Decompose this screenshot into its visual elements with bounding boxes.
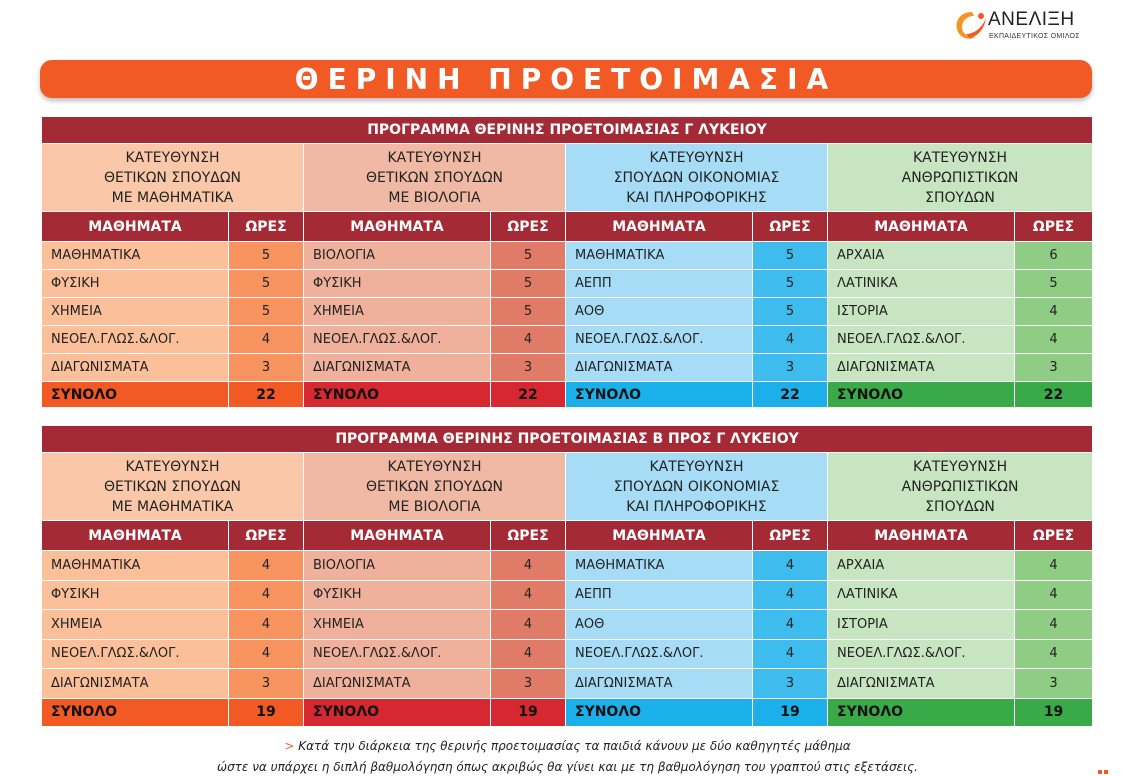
hours-cell: 4 <box>1015 580 1093 610</box>
table-row <box>42 610 1093 640</box>
total-hours: 19 <box>753 698 828 726</box>
footnote-line-1 <box>0 739 1135 753</box>
hours-cell: 3 <box>491 669 566 699</box>
subject-cell: ΝΕΟΕΛ.ΓΛΩΣ.&ΛΟΓ. <box>828 326 1015 354</box>
footnote-line-2 <box>0 760 1135 774</box>
total-row <box>42 698 1093 726</box>
subject-cell: ΜΑΘΗΜΑΤΙΚΑ <box>566 242 753 270</box>
subject-cell: ΒΙΟΛΟΓΙΑ <box>304 242 491 270</box>
track-heading <box>566 453 828 521</box>
hours-cell: 3 <box>1015 354 1093 382</box>
hours-cell: 4 <box>491 610 566 640</box>
heads-row <box>42 453 1093 521</box>
track-heading-line: ΚΑΤΕΥΘΥΝΣΗ <box>125 149 220 166</box>
column-header-hours: ΩΡΕΣ <box>1015 212 1093 242</box>
subject-cell: ΝΕΟΕΛ.ΓΛΩΣ.&ΛΟΓ. <box>566 326 753 354</box>
track-heading <box>304 453 566 521</box>
brand-swoosh-icon <box>952 8 992 44</box>
subject-cell: ΜΑΘΗΜΑΤΙΚΑ <box>42 242 229 270</box>
hours-cell: 4 <box>491 551 566 581</box>
hours-cell: 5 <box>1015 270 1093 298</box>
subject-cell: ΔΙΑΓΩΝΙΣΜΑΤΑ <box>828 669 1015 699</box>
hours-cell: 4 <box>753 610 828 640</box>
track-heading-line: ΘΕΤΙΚΩΝ ΣΠΟΥΔΩΝ <box>365 478 504 495</box>
hours-cell: 5 <box>753 270 828 298</box>
subject-cell: ΔΙΑΓΩΝΙΣΜΑΤΑ <box>42 669 229 699</box>
hours-cell: 5 <box>229 298 304 326</box>
program-table-g-lykeiou <box>41 116 1093 408</box>
track-heading-line: ΚΑΤΕΥΘΥΝΣΗ <box>649 149 744 166</box>
track-heading <box>566 144 828 212</box>
column-header-subjects: ΜΑΘΗΜΑΤΑ <box>828 521 1015 551</box>
subject-cell: ΦΥΣΙΚΗ <box>304 270 491 298</box>
page-corner-mark-icon <box>1098 766 1108 774</box>
hours-cell: 3 <box>1015 669 1093 699</box>
total-label: ΣΥΝΟΛΟ <box>42 382 229 408</box>
subject-cell: ΑΡΧΑΙΑ <box>828 242 1015 270</box>
subject-cell: ΜΑΘΗΜΑΤΙΚΑ <box>566 551 753 581</box>
hours-cell: 5 <box>753 242 828 270</box>
subject-cell: ΝΕΟΕΛ.ΓΛΩΣ.&ΛΟΓ. <box>828 639 1015 669</box>
total-hours: 19 <box>229 698 304 726</box>
subject-cell: ΔΙΑΓΩΝΙΣΜΑΤΑ <box>566 669 753 699</box>
subject-cell: ΔΙΑΓΩΝΙΣΜΑΤΑ <box>828 354 1015 382</box>
subject-cell: ΝΕΟΕΛ.ΓΛΩΣ.&ΛΟΓ. <box>566 639 753 669</box>
track-heading-line: ΘΕΤΙΚΩΝ ΣΠΟΥΔΩΝ <box>103 478 242 495</box>
subject-cell: ΝΕΟΕΛ.ΓΛΩΣ.&ΛΟΓ. <box>42 326 229 354</box>
total-hours: 22 <box>1015 382 1093 408</box>
total-label: ΣΥΝΟΛΟ <box>42 698 229 726</box>
total-hours: 19 <box>1015 698 1093 726</box>
hours-cell: 4 <box>491 639 566 669</box>
track-heading-line: ΣΠΟΥΔΩΝ <box>925 189 995 206</box>
column-header-hours: ΩΡΕΣ <box>491 521 566 551</box>
subject-cell: ΙΣΤΟΡΙΑ <box>828 610 1015 640</box>
hours-cell: 6 <box>1015 242 1093 270</box>
footnote-marker: > <box>284 739 295 753</box>
track-heading-line: ΚΑΙ ΠΛΗΡΟΦΟΡΙΚΗΣ <box>626 189 767 206</box>
track-heading-line: ΜΕ ΜΑΘΗΜΑΤΙΚΑ <box>111 498 234 515</box>
total-label: ΣΥΝΟΛΟ <box>304 382 491 408</box>
cols-row <box>42 521 1093 551</box>
track-heading-line: ΑΝΘΡΩΠΙΣΤΙΚΩΝ <box>901 478 1019 495</box>
hours-cell: 4 <box>491 326 566 354</box>
subject-cell: ΙΣΤΟΡΙΑ <box>828 298 1015 326</box>
subject-cell: ΔΙΑΓΩΝΙΣΜΑΤΑ <box>42 354 229 382</box>
total-row <box>42 382 1093 408</box>
total-hours: 22 <box>491 382 566 408</box>
subject-cell: ΝΕΟΕΛ.ΓΛΩΣ.&ΛΟΓ. <box>42 639 229 669</box>
table-row <box>42 298 1093 326</box>
track-heading-line: ΣΠΟΥΔΩΝ <box>925 498 995 515</box>
total-label: ΣΥΝΟΛΟ <box>828 382 1015 408</box>
subject-cell: ΑΕΠΠ <box>566 270 753 298</box>
column-header-hours: ΩΡΕΣ <box>753 521 828 551</box>
subject-cell: ΑΟΘ <box>566 298 753 326</box>
hours-cell: 3 <box>753 354 828 382</box>
cols-row <box>42 212 1093 242</box>
table-row <box>42 580 1093 610</box>
hours-cell: 4 <box>229 326 304 354</box>
track-heading-line: ΚΑΤΕΥΘΥΝΣΗ <box>912 458 1008 475</box>
track-heading <box>304 144 566 212</box>
column-header-subjects: ΜΑΘΗΜΑΤΑ <box>304 521 491 551</box>
table-row <box>42 326 1093 354</box>
subject-cell: ΦΥΣΙΚΗ <box>304 580 491 610</box>
track-heading-line: ΚΑΤΕΥΘΥΝΣΗ <box>649 458 744 475</box>
table-row <box>42 639 1093 669</box>
hours-cell: 4 <box>491 580 566 610</box>
hours-cell: 3 <box>229 354 304 382</box>
subject-cell: ΜΑΘΗΜΑΤΙΚΑ <box>42 551 229 581</box>
track-heading-line: ΑΝΘΡΩΠΙΣΤΙΚΩΝ <box>901 169 1019 186</box>
brand-subtitle: ΕΚΠΑΙΔΕΥΤΙΚΟΣ ΟΜΙΛΟΣ <box>989 33 1080 40</box>
column-header-subjects: ΜΑΘΗΜΑΤΑ <box>566 212 753 242</box>
column-header-hours: ΩΡΕΣ <box>229 521 304 551</box>
hours-cell: 4 <box>753 551 828 581</box>
hours-cell: 4 <box>1015 326 1093 354</box>
hours-cell: 5 <box>753 298 828 326</box>
page-banner <box>40 60 1092 98</box>
hours-cell: 4 <box>229 639 304 669</box>
column-header-hours: ΩΡΕΣ <box>753 212 828 242</box>
total-label: ΣΥΝΟΛΟ <box>828 698 1015 726</box>
subject-cell: ΑΡΧΑΙΑ <box>828 551 1015 581</box>
subject-cell: ΑΟΘ <box>566 610 753 640</box>
hours-cell: 5 <box>491 270 566 298</box>
subject-cell: ΒΙΟΛΟΓΙΑ <box>304 551 491 581</box>
hours-cell: 4 <box>1015 298 1093 326</box>
track-heading-line: ΚΑΤΕΥΘΥΝΣΗ <box>125 458 220 475</box>
subject-cell: ΧΗΜΕΙΑ <box>42 610 229 640</box>
hours-cell: 5 <box>491 242 566 270</box>
hours-cell: 4 <box>1015 551 1093 581</box>
column-header-subjects: ΜΑΘΗΜΑΤΑ <box>304 212 491 242</box>
subject-cell: ΑΕΠΠ <box>566 580 753 610</box>
program-title: ΠΡΟΓΡΑΜΜΑ ΘΕΡΙΝΗΣ ΠΡΟΕΤΟΙΜΑΣΙΑΣ Γ ΛΥΚΕΙΟΥ <box>42 117 1093 144</box>
subject-cell: ΔΙΑΓΩΝΙΣΜΑΤΑ <box>304 669 491 699</box>
column-header-subjects: ΜΑΘΗΜΑΤΑ <box>566 521 753 551</box>
program-title: ΠΡΟΓΡΑΜΜΑ ΘΕΡΙΝΗΣ ΠΡΟΕΤΟΙΜΑΣΙΑΣ Β ΠΡΟΣ Γ ΛΥΚΕΙΟΥ <box>42 426 1093 453</box>
subject-cell: ΦΥΣΙΚΗ <box>42 580 229 610</box>
track-heading-line: ΚΑΤΕΥΘΥΝΣΗ <box>912 149 1008 166</box>
hours-cell: 4 <box>753 580 828 610</box>
hours-cell: 5 <box>491 298 566 326</box>
program-table-b-pros-g-lykeiou <box>41 425 1093 727</box>
track-heading-line: ΚΑΙ ΠΛΗΡΟΦΟΡΙΚΗΣ <box>626 498 767 515</box>
total-label: ΣΥΝΟΛΟ <box>566 698 753 726</box>
track-heading-line: ΘΕΤΙΚΩΝ ΣΠΟΥΔΩΝ <box>103 169 242 186</box>
hours-cell: 4 <box>229 610 304 640</box>
subject-cell: ΝΕΟΕΛ.ΓΛΩΣ.&ΛΟΓ. <box>304 639 491 669</box>
table-row <box>42 242 1093 270</box>
hours-cell: 5 <box>229 242 304 270</box>
table-row <box>42 551 1093 581</box>
track-heading-line: ΣΠΟΥΔΩΝ ΟΙΚΟΝΟΜΙΑΣ <box>613 478 780 495</box>
subject-cell: ΧΗΜΕΙΑ <box>42 298 229 326</box>
heads-row <box>42 144 1093 212</box>
track-heading-line: ΣΠΟΥΔΩΝ ΟΙΚΟΝΟΜΙΑΣ <box>613 169 780 186</box>
subject-cell: ΛΑΤΙΝΙΚΑ <box>828 580 1015 610</box>
subject-cell: ΔΙΑΓΩΝΙΣΜΑΤΑ <box>304 354 491 382</box>
hours-cell: 4 <box>229 580 304 610</box>
track-heading <box>42 144 304 212</box>
hours-cell: 3 <box>753 669 828 699</box>
track-heading-line: ΜΕ ΒΙΟΛΟΓΙΑ <box>388 498 481 515</box>
footnote-text-1: Κατά την διάρκεια της θερινής προετοιμασίας τα παιδιά κάνουν με δύο καθηγητές μάθημα <box>298 739 851 753</box>
hours-cell: 5 <box>229 270 304 298</box>
column-header-hours: ΩΡΕΣ <box>1015 521 1093 551</box>
subject-cell: ΧΗΜΕΙΑ <box>304 610 491 640</box>
subject-cell: ΦΥΣΙΚΗ <box>42 270 229 298</box>
column-header-subjects: ΜΑΘΗΜΑΤΑ <box>828 212 1015 242</box>
column-header-subjects: ΜΑΘΗΜΑΤΑ <box>42 521 229 551</box>
hours-cell: 4 <box>1015 639 1093 669</box>
hours-cell: 3 <box>491 354 566 382</box>
hours-cell: 4 <box>229 551 304 581</box>
total-label: ΣΥΝΟΛΟ <box>566 382 753 408</box>
footnote-text-2: ώστε να υπάρχει η διπλή βαθμολόγηση όπως ακριβώς θα γίνει και με τη βαθμολόγηση του γραπτού στις εξετάσεις. <box>217 760 918 774</box>
total-hours: 22 <box>753 382 828 408</box>
subject-cell: ΧΗΜΕΙΑ <box>304 298 491 326</box>
hours-cell: 4 <box>1015 610 1093 640</box>
table-row <box>42 270 1093 298</box>
column-header-subjects: ΜΑΘΗΜΑΤΑ <box>42 212 229 242</box>
track-heading <box>828 453 1093 521</box>
brand-logo <box>952 6 1102 46</box>
table-row <box>42 354 1093 382</box>
track-heading-line: ΚΑΤΕΥΘΥΝΣΗ <box>387 149 482 166</box>
table-row <box>42 669 1093 699</box>
subject-cell: ΛΑΤΙΝΙΚΑ <box>828 270 1015 298</box>
track-heading <box>828 144 1093 212</box>
subject-cell: ΝΕΟΕΛ.ΓΛΩΣ.&ΛΟΓ. <box>304 326 491 354</box>
track-heading-line: ΜΕ ΜΑΘΗΜΑΤΙΚΑ <box>111 189 234 206</box>
subject-cell: ΔΙΑΓΩΝΙΣΜΑΤΑ <box>566 354 753 382</box>
page-title: ΘΕΡΙΝΗ ΠΡΟΕΤΟΙΜΑΣΙΑ <box>294 63 838 96</box>
total-label: ΣΥΝΟΛΟ <box>304 698 491 726</box>
total-hours: 22 <box>229 382 304 408</box>
hours-cell: 3 <box>229 669 304 699</box>
column-header-hours: ΩΡΕΣ <box>229 212 304 242</box>
hours-cell: 4 <box>753 326 828 354</box>
brand-name: ΑΝΕΛΙΞΗ <box>988 9 1075 30</box>
track-heading-line: ΜΕ ΒΙΟΛΟΓΙΑ <box>388 189 481 206</box>
track-heading <box>42 453 304 521</box>
total-hours: 19 <box>491 698 566 726</box>
track-heading-line: ΘΕΤΙΚΩΝ ΣΠΟΥΔΩΝ <box>365 169 504 186</box>
track-heading-line: ΚΑΤΕΥΘΥΝΣΗ <box>387 458 482 475</box>
column-header-hours: ΩΡΕΣ <box>491 212 566 242</box>
hours-cell: 4 <box>753 639 828 669</box>
